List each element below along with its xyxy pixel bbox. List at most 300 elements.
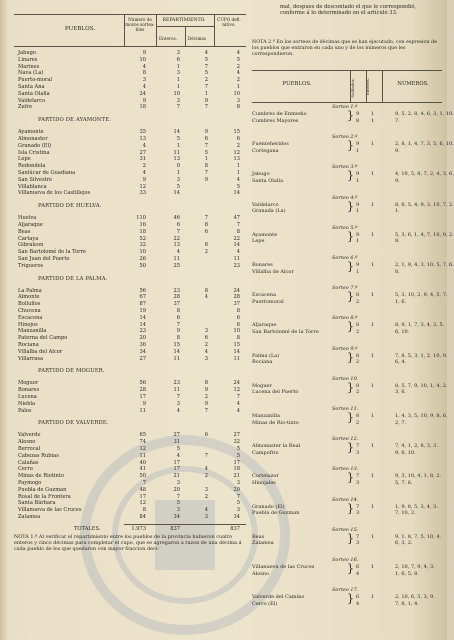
cupo-value: 4 xyxy=(236,176,240,183)
mozos-value: 7 xyxy=(142,480,146,486)
enteros-value: 4 xyxy=(176,249,180,256)
enteros-value: 7 xyxy=(176,228,180,235)
town-name: Santa Ana xyxy=(18,84,45,90)
soldados-value: 2 xyxy=(356,359,360,366)
decimas-value: 4 xyxy=(204,507,208,514)
enteros-value: 11 xyxy=(173,256,180,262)
town-name: San Silvestre xyxy=(18,176,53,183)
mozos-value: 50 xyxy=(139,473,146,480)
enteros-value: 27 xyxy=(173,432,180,439)
enteros-value: 11 xyxy=(173,149,180,156)
decimas-value: 8 xyxy=(204,380,208,387)
decimas-value: 5 xyxy=(204,149,208,156)
sorteo-title: Sorteo 14. xyxy=(332,496,359,503)
cupo-value: 34 xyxy=(233,514,240,520)
cupo-value: 4 xyxy=(236,50,240,56)
header-top-rule xyxy=(14,14,246,15)
mozos-value: 65 xyxy=(139,432,146,439)
sorteo-title: Sorteo 16. xyxy=(332,557,359,563)
town-name: San Bartolomé de la Torre xyxy=(18,249,87,256)
sorteo-group xyxy=(252,260,454,276)
soldados-value: 1 xyxy=(356,177,360,184)
decimas-value: 8 xyxy=(204,222,208,228)
totals-row xyxy=(14,526,246,533)
town-name: Redondela xyxy=(18,163,46,170)
numeros-value: 9, 6, 10. xyxy=(395,449,416,456)
enteros-value: 8 xyxy=(176,308,180,314)
mozos-value: 19 xyxy=(139,308,146,314)
table-row xyxy=(14,514,246,521)
numeros-value: 9, 3, 10, 4, 1, 8, 2. xyxy=(395,473,442,480)
mozos-value: 2 xyxy=(142,163,146,170)
sorteo-town: Fuenteheridos xyxy=(252,141,289,148)
cupo-value: 7 xyxy=(236,493,240,500)
cupo-value: 6 xyxy=(236,136,240,142)
sorteo-town: Puertomoral xyxy=(252,298,284,305)
cupo-value: 8 xyxy=(236,308,240,314)
cupo-value: 11 xyxy=(233,256,240,262)
numeros-value: 3, 6. xyxy=(395,389,407,396)
decimas-value: 3 xyxy=(204,514,208,520)
mozos-value: 41 xyxy=(139,466,146,473)
town-name: Escacena xyxy=(18,314,43,321)
decimas-value: 3 xyxy=(204,355,208,362)
cupo-value: 32 xyxy=(233,439,240,446)
cupo-value: 5 xyxy=(236,452,240,459)
mozos-value: 56 xyxy=(139,287,146,294)
decimas-value: 3 xyxy=(204,328,208,335)
cupo-value: 3 xyxy=(236,507,240,514)
enteros-value: 1 xyxy=(371,231,375,238)
cupo-value: 6 xyxy=(236,321,240,328)
enteros-value: 3 xyxy=(176,480,180,486)
cupo-value: 5 xyxy=(236,183,240,190)
section-title: PARTIDO DE VALVERDE. xyxy=(38,420,109,427)
decimas-value: 9 xyxy=(204,400,208,407)
decimas-value: 9 xyxy=(204,387,208,394)
numeros-value: 8, 5, 7, 9, 10, 1, 4, 2. xyxy=(395,382,448,389)
mozos-value: 18 xyxy=(139,104,146,111)
group-brace: } xyxy=(347,109,354,122)
enteros-value: 6 xyxy=(176,56,180,63)
sorteo-town: Valverde del Camino xyxy=(252,594,305,601)
sorteo-town: Jabugo xyxy=(252,171,270,178)
sorteo-town: Palma (La) xyxy=(252,352,280,359)
mozos-value: 84 xyxy=(139,514,146,520)
enteros-value: 14 xyxy=(173,129,180,136)
decimas-value: 9 xyxy=(204,176,208,183)
enteros-value: 1 xyxy=(371,533,375,540)
header-pueblos: PUEBLOS. xyxy=(64,26,96,32)
decimas-value: 8 xyxy=(204,287,208,294)
decimas-value: 1 xyxy=(204,90,208,97)
header-right-numeros: NÚMEROS. xyxy=(397,81,429,87)
mozos-value: 48 xyxy=(139,486,146,493)
mozos-value: 110 xyxy=(136,215,146,222)
cupo-value: 18 xyxy=(233,466,240,473)
enteros-value: 1 xyxy=(371,171,375,178)
soldados-value: 7 xyxy=(356,443,360,450)
header-decimas: Décimas xyxy=(187,36,207,41)
header-right-enteros: Enteros. xyxy=(365,78,370,96)
enteros-value: 23 xyxy=(173,287,180,294)
sorteo-town: Valdelarco xyxy=(252,201,279,208)
sorteo-town: Manzanilla xyxy=(252,413,280,419)
mozos-value: 4 xyxy=(142,142,146,149)
enteros-value: 3 xyxy=(176,400,180,407)
enteros-value: 3 xyxy=(176,50,180,56)
mozos-value: 27 xyxy=(139,149,146,156)
mozos-value: 10 xyxy=(139,56,146,63)
sorteo-group xyxy=(252,564,442,578)
sorteo-group xyxy=(252,290,448,306)
town-name: Isla Cristina xyxy=(18,149,50,156)
sorteo-town: Moguer xyxy=(252,382,272,389)
town-name: Puebla de Guzman xyxy=(18,486,67,493)
decimas-value: 7 xyxy=(204,215,208,222)
decimas-value: 1 xyxy=(204,156,208,163)
enteros-value: 15 xyxy=(173,342,180,348)
town-name: San Juan del Puerto xyxy=(18,256,70,262)
numeros-value: 8. xyxy=(395,268,400,275)
enteros-value: 1 xyxy=(371,117,375,124)
town-name: Rosal de la Frontera xyxy=(18,493,71,500)
enteros-value: 1 xyxy=(371,141,375,148)
town-name: Puerto-moral xyxy=(18,77,52,84)
decimas-value: 7 xyxy=(204,142,208,149)
cupo-value: 24 xyxy=(233,380,240,387)
decimas-value: 4 xyxy=(204,348,208,355)
enteros-value: 0 xyxy=(176,163,180,170)
town-name: Rociana xyxy=(18,342,39,348)
town-name: Valverde xyxy=(18,432,41,439)
enteros-value: 7 xyxy=(176,394,180,400)
sorteo-town: Campofrio xyxy=(252,449,279,456)
numeros-value: 7, 8, 5, 3, 1, 2, 10, 9. xyxy=(395,352,448,359)
cupo-value: 2 xyxy=(236,77,240,84)
cupo-value: 5 xyxy=(236,500,240,507)
enteros-value: 3 xyxy=(176,97,180,104)
sorteo-group xyxy=(252,594,442,608)
town-name: Paymogo xyxy=(18,480,42,486)
decimas-value: 4 xyxy=(204,466,208,473)
mozos-value: 14 xyxy=(139,321,146,328)
totals-rule xyxy=(124,524,246,525)
soldados-value: 8 xyxy=(356,382,360,389)
enteros-value: 1 xyxy=(371,322,375,329)
sorteo-title: Sorteo 8.º xyxy=(332,315,358,322)
enteros-value: 11 xyxy=(173,355,180,362)
cupo-value: 7 xyxy=(236,222,240,228)
numeros-value: 1. xyxy=(395,208,400,215)
enteros-value: 13 xyxy=(173,156,180,163)
soldados-value: 1 xyxy=(356,268,360,275)
mozos-value: 74 xyxy=(139,439,146,446)
enteros-value: 4 xyxy=(176,452,180,459)
sorteo-town: Cumbres de Enmedio xyxy=(252,111,307,117)
enteros-value: 23 xyxy=(173,380,180,387)
enteros-value: 1 xyxy=(371,413,375,419)
enteros-value: 25 xyxy=(173,262,180,269)
header-repartimiento: REPARTIMIENTO. xyxy=(162,18,206,23)
town-name: Niebla xyxy=(18,400,36,407)
town-name: Calañas xyxy=(18,459,39,466)
sorteo-town: Minas de Rio-tinto xyxy=(252,419,299,426)
sorteo-town: Granada (La) xyxy=(252,208,286,215)
mozos-value: 20 xyxy=(139,335,146,342)
sorteo-town: Lucena del Puerto xyxy=(252,389,299,396)
sorteo-group xyxy=(252,501,442,518)
group-brace: } xyxy=(347,139,354,153)
cupo-value: 15 xyxy=(233,342,240,348)
enteros-value: 5 xyxy=(176,136,180,142)
sorteo-title: Sorteo 9.º xyxy=(332,345,358,352)
soldados-value: 8 xyxy=(356,292,360,299)
mozos-value: 12 xyxy=(139,500,146,507)
enteros-value: 1 xyxy=(371,503,375,510)
table-row xyxy=(14,190,246,197)
enteros-value: 11 xyxy=(173,387,180,394)
sorteo-town: Beas xyxy=(252,533,265,540)
sorteo-title: Sorteo 1.º xyxy=(332,104,358,110)
mozos-value: 10 xyxy=(139,249,146,256)
mozos-value: 9 xyxy=(142,176,146,183)
mozos-value: 31 xyxy=(139,156,146,163)
cupo-value: 14 xyxy=(233,242,240,249)
enteros-value: 17 xyxy=(173,466,180,473)
decimas-value: 7 xyxy=(204,452,208,459)
mozos-value: 17 xyxy=(139,394,146,400)
cupo-value: 15 xyxy=(233,129,240,136)
numeros-value: 2, 10, 7, 9, 4, 3. xyxy=(395,564,435,570)
mozos-value: 9 xyxy=(142,400,146,407)
mozos-value: 28 xyxy=(139,387,146,394)
sorteo-town: Bonares xyxy=(252,262,273,268)
header-bottom-rule xyxy=(14,46,246,47)
town-name: Manzanilla xyxy=(18,328,47,335)
cupo-value: 1 xyxy=(236,163,240,170)
sorteo-group xyxy=(252,109,454,125)
decimas-value: 2 xyxy=(204,249,208,256)
enteros-value: 1 xyxy=(371,594,375,601)
enteros-value: 6 xyxy=(176,314,180,321)
numeros-value: 6, 4. xyxy=(395,359,407,366)
table-row xyxy=(14,408,246,415)
cupo-value: 20 xyxy=(233,486,240,493)
soldados-value: 7 xyxy=(356,533,360,540)
sorteo-group xyxy=(252,139,454,155)
sorteo-group xyxy=(252,411,448,427)
mozos-value: 14 xyxy=(139,314,146,321)
group-brace: } xyxy=(347,290,354,304)
mozos-value: 11 xyxy=(139,452,146,459)
mozos-value: 12 xyxy=(139,446,146,452)
sorteo-title: Sorteo 3.º xyxy=(332,164,358,171)
enteros-value: 1 xyxy=(371,443,375,450)
section-title: PARTIDO DE LA PALMA. xyxy=(38,275,108,282)
enteros-value: 1 xyxy=(371,382,375,389)
town-name: Aljaraque xyxy=(18,222,43,228)
town-name: Lucena xyxy=(18,394,37,400)
numeros-value: 7, 8, 1, 4. xyxy=(395,600,419,607)
decimas-value: 2 xyxy=(204,473,208,480)
decimas-value: 7 xyxy=(204,170,208,176)
sorteo-title: Sorteo 13. xyxy=(332,466,359,473)
totals-mozos: 1.973 xyxy=(131,525,146,532)
sorteo-group xyxy=(252,229,454,246)
header-cupo: CUPO defi-nitivo. xyxy=(217,17,241,27)
mozos-value: 32 xyxy=(139,242,146,249)
decimas-value: 5 xyxy=(204,70,208,77)
sorteo-town: Zalamea xyxy=(252,540,274,547)
cupo-value: 11 xyxy=(233,355,240,362)
header-right-soldados: Soldados. xyxy=(350,78,355,98)
soldados-value: 9 xyxy=(356,141,360,148)
totals-enteros: 837 xyxy=(170,525,180,532)
sorteo-title: Sorteo 10. xyxy=(332,375,359,382)
numeros-value: 1, 9, 8, 5, 3, 4, 3. xyxy=(395,503,438,510)
soldados-value: 2 xyxy=(356,298,360,305)
cupo-value: 2 xyxy=(236,63,240,70)
numeros-value: 7, 10, 2. xyxy=(395,510,416,517)
enteros-value: 1 xyxy=(371,201,375,208)
town-name: Hinojos xyxy=(18,321,38,328)
sorteo-group xyxy=(252,380,448,397)
numeros-value: 8, 6, 5, 4, 9, 3, 10, 7, 2. xyxy=(395,201,454,208)
cupo-value: 8 xyxy=(236,104,240,111)
numeros-value: 1, 6, 5, 8. xyxy=(395,570,419,577)
table-row xyxy=(14,356,246,363)
town-name: Almonaster xyxy=(18,136,48,142)
decimas-value: 5 xyxy=(204,56,208,63)
town-name: Lepe xyxy=(18,156,31,163)
mozos-value: 8 xyxy=(142,70,146,77)
mozos-value: 12 xyxy=(139,183,146,190)
decimas-value: 4 xyxy=(204,294,208,301)
sorteo-town: San Bartolomé de la Torre xyxy=(252,328,319,335)
decimas-value: 8 xyxy=(204,163,208,170)
town-name: Jabugo xyxy=(18,50,36,56)
sorteo-title: Sorteo 6.º xyxy=(332,255,358,261)
sorteo-town: Alosno xyxy=(252,570,270,577)
enteros-value: 34 xyxy=(173,514,180,520)
sorteo-title: Sorteo 7.º xyxy=(332,285,358,292)
decimas-value: 2 xyxy=(204,77,208,84)
nota-1: NOTA 1.ª Al verificar el repartimiento entre los pueblos de la provincia hubieron cuatro enteros y cinco décimas para completar el cupo, que se agregaron a razon de una décima á cada pueblo de los que quedaron con mayor fraccion deci- xyxy=(14,533,242,553)
town-name: Cerro xyxy=(18,466,33,473)
cupo-value: 3 xyxy=(236,480,240,486)
town-name: Almonte xyxy=(18,294,40,301)
cupo-value: 4 xyxy=(236,400,240,407)
mozos-value: 52 xyxy=(139,235,146,242)
town-name: Palos xyxy=(18,407,32,414)
town-name: Zalamea xyxy=(18,514,41,520)
cupo-value: 12 xyxy=(233,387,240,394)
cupo-value: 3 xyxy=(236,97,240,104)
soldados-value: 3 xyxy=(356,479,360,486)
enteros-value: 1 xyxy=(176,84,180,90)
sorteo-town: Aljaraque xyxy=(252,322,277,329)
town-name: Villanueva de los Castillejos xyxy=(18,190,91,197)
enteros-value: 17 xyxy=(173,459,180,466)
cupo-value: 1 xyxy=(236,170,240,176)
enteros-value: 14 xyxy=(173,190,180,197)
sorteo-town: Lepe xyxy=(252,238,265,245)
group-brace: } xyxy=(347,229,354,243)
sorteo-town: Villalba de Alcor xyxy=(252,268,294,275)
decimas-value: 6 xyxy=(204,228,208,235)
sorteo-town: Santa Olalla xyxy=(252,177,284,184)
cupo-value: 14 xyxy=(233,190,240,197)
decimas-value: 4 xyxy=(204,50,208,56)
cupo-value: 8 xyxy=(236,228,240,235)
cupo-value: 47 xyxy=(233,215,240,222)
soldados-value: 8 xyxy=(356,413,360,419)
soldados-value: 8 xyxy=(356,322,360,329)
soldados-value: 7 xyxy=(356,503,360,510)
town-name: Santa Bárbara xyxy=(18,500,56,507)
town-name: Cartaya xyxy=(18,235,39,242)
mozos-value: 24 xyxy=(139,90,146,97)
soldados-value: 6 xyxy=(356,564,360,570)
town-name: Berrocal xyxy=(18,446,41,452)
enteros-value: 7 xyxy=(176,104,180,111)
group-brace: } xyxy=(347,562,354,575)
top-note: mal, despues de descontado el que le correspondió, conforme á lo determinado en el artículo 33. xyxy=(280,4,417,17)
sorteo-town: Cumbres Mayores xyxy=(252,117,299,124)
mozos-value: 18 xyxy=(139,228,146,235)
soldados-value: 2 xyxy=(356,328,360,335)
soldados-value: 3 xyxy=(356,510,360,517)
town-name: Moguer xyxy=(18,380,39,387)
numeros-value: 2, 8, 1, 4, 7, 3, 5, 6, 10. xyxy=(395,141,454,148)
soldados-value: 1 xyxy=(356,208,360,215)
soldados-value: 3 xyxy=(356,540,360,547)
numeros-value: 7, 4, 1, 2, 8, 3, 3. xyxy=(395,443,438,450)
sorteo-town: Ayamonte xyxy=(252,231,278,238)
soldados-value: 2 xyxy=(356,419,360,426)
enteros-value: 1 xyxy=(176,77,180,84)
cupo-value: 28 xyxy=(233,294,240,301)
sorteo-group xyxy=(252,350,448,367)
mozos-value: 13 xyxy=(139,136,146,142)
enteros-value: 14 xyxy=(173,348,180,355)
enteros-value: 3 xyxy=(176,176,180,183)
town-name: Gibraleon xyxy=(18,242,44,249)
town-name: Nava (La) xyxy=(18,70,44,77)
mozos-value: 40 xyxy=(139,459,146,466)
section-title: PARTIDO DE AYAMONTE. xyxy=(38,117,112,124)
sorteo-town: Cerro (El) xyxy=(252,600,278,607)
sorteo-title: Sorteo 11. xyxy=(332,406,359,412)
sorteo-town: Villanueva de las Cruces xyxy=(252,564,315,570)
sorteo-group xyxy=(252,320,445,336)
sorteo-town: Hinojales xyxy=(252,479,276,486)
group-brace: } xyxy=(347,592,354,606)
decimas-value: 2 xyxy=(204,342,208,348)
enteros-value: 1 xyxy=(371,262,375,268)
enteros-value: 1 xyxy=(371,473,375,480)
town-name: Villarrasa xyxy=(18,355,44,362)
mozos-value: 87 xyxy=(139,301,146,308)
numeros-value: 1, 4, 3, 5, 10, 9, 8, 6. xyxy=(395,413,448,419)
sorteo-title: Sorteo 5.º xyxy=(332,224,358,231)
enteros-value: 22 xyxy=(173,235,180,242)
numeros-value: 8, 9, 1, 7, 3, 4, 2, 5. xyxy=(395,322,445,329)
mozos-value: 67 xyxy=(139,294,146,301)
mozos-value: 4 xyxy=(142,84,146,90)
enteros-value: 13 xyxy=(173,242,180,249)
